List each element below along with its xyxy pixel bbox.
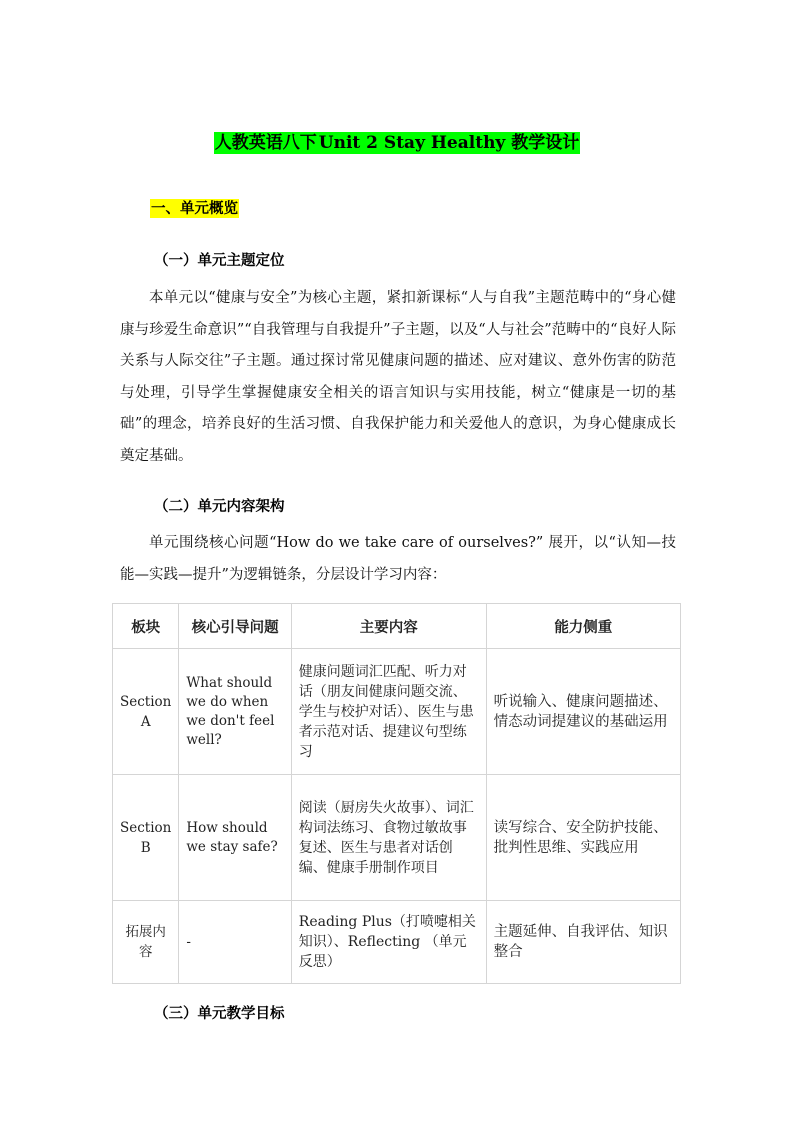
table-cell-content: 阅读（厨房失火故事）、词汇构词法练习、食物过敏故事复述、医生与患者对话创编、健康手册制作项目 (291, 775, 486, 901)
table-cell-content: 健康问题词汇匹配、听力对话（朋友间健康问题交流、学生与校护对话）、医生与患者示范对话、提建议句型练习 (291, 649, 486, 775)
table-header: 板块 (113, 604, 179, 649)
table-cell-focus: 听说输入、健康问题描述、情态动词提建议的基础运用 (486, 649, 680, 775)
subheading-theme: （一）单元主题定位 (154, 252, 285, 269)
table-header: 核心引导问题 (179, 604, 291, 649)
subheading-objectives: （三）单元教学目标 (154, 1005, 285, 1022)
title-part2: Unit 2 Stay Healthy 教学设计 (318, 133, 580, 153)
table-cell-question: How should we stay safe? (179, 775, 291, 901)
table-header: 主要内容 (291, 604, 486, 649)
table-header-row (113, 604, 681, 649)
document-title (0, 128, 794, 153)
table-cell-question: - (179, 901, 291, 984)
table-cell-question: What should we do when we don't feel well? (179, 649, 291, 775)
section-heading-overview: 一、单元概览 (151, 200, 238, 217)
table-cell-content: Reading Plus（打喷嚏相关知识）、Reflecting （单元反思） (291, 901, 486, 984)
table-cell-focus: 主题延伸、自我评估、知识整合 (486, 901, 680, 984)
table-cell-section: Section A (113, 649, 179, 775)
paragraph-structure: 单元围绕核心问题“How do we take care of ourselves?” 展开，以“认知—技能—实践—提升”为逻辑链条，分层设计学习内容： (120, 535, 676, 583)
table-row (113, 901, 681, 984)
table-header: 能力侧重 (486, 604, 680, 649)
table-cell-section: 拓展内容 (113, 901, 179, 984)
table-row (113, 775, 681, 901)
paragraph-theme: 本单元以“健康与安全”为核心主题，紧扣新课标“人与自我”主题范畴中的“身心健康与珍爱生命意识”“自我管理与自我提升”子主题，以及“人与社会”范畴中的“良好人际关系与人际交往”子主题。通过探讨常见健康问题的描述、应对建议、意外伤害的防范与处理，引导学生掌握健康安全相关的语言知识与实用技能，树立“健康是一切的基础”的理念，培养良好的生活习惯、自我保护能力和关爱他人的意识，为身心健康成长奠定基础。 (120, 290, 676, 464)
title-part1: 人教英语八下 (214, 133, 317, 153)
subheading-structure: （二）单元内容架构 (154, 498, 285, 515)
table-cell-focus: 读写综合、安全防护技能、批判性思维、实践应用 (486, 775, 680, 901)
table-cell-section: Section B (113, 775, 179, 901)
table-row (113, 649, 681, 775)
content-table (112, 603, 681, 984)
